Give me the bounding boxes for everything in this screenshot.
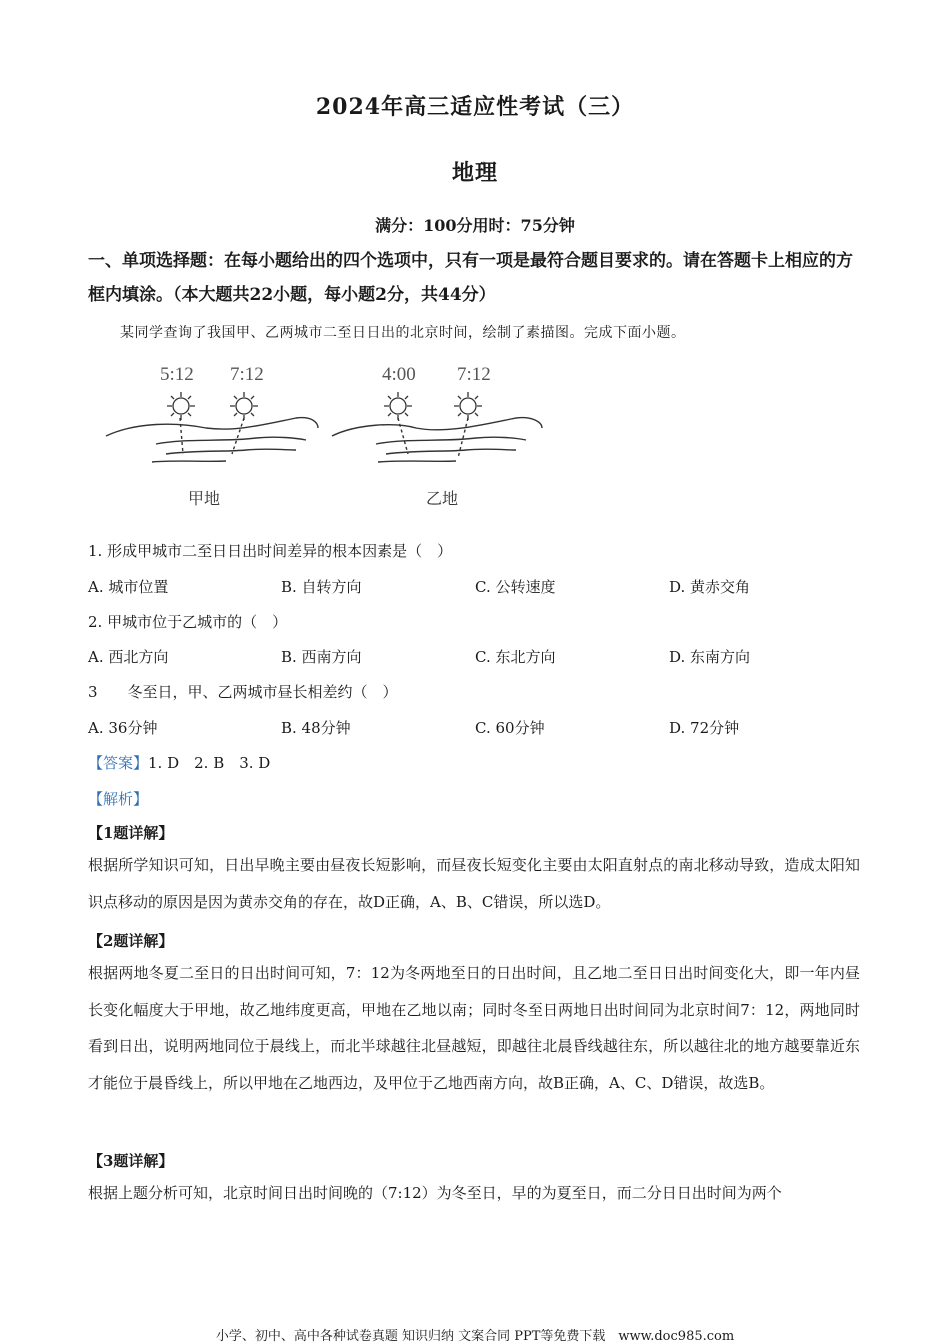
- answer-line: [88, 752, 270, 773]
- detail-2-text: 根据两地冬夏二至日的日出时间可知，7：12为冬两地至日的日出时间，且乙地二至日日出时间变化大，即一年内昼长变化幅度大于甲地，故乙地纬度更高，甲地在乙地以南；同时冬至日两地日出时间同为北京时间7：12，两地同时看到日出，说明两地同位于晨线上，而北半球越往北昼越短，即越往北晨昏线越往东，所以越往北的地方越要靠近东才能位于晨昏线上，所以甲地在乙地西边，及甲位于乙地西南方向，故B正确，A、C、D错误，故选B。: [88, 964, 860, 1092]
- section-heading: 一、单项选择题：在每小题给出的四个选项中，只有一项是最符合题目要求的。请在答题卡上相应的方框内填涂。（本大题共22小题，每小题2分，共44分）: [88, 251, 853, 305]
- q3-option-b: B. 48分钟: [281, 719, 351, 737]
- question-2-stem: 2. 甲城市位于乙城市的（ ）: [88, 613, 288, 631]
- q1-option-d: D. 黄赤交角: [669, 578, 751, 596]
- q2-option-c: C. 东北方向: [475, 648, 556, 666]
- question-intro: 某同学查询了我国甲、乙两城市二至日日出的北京时间，绘制了素描图。完成下面小题。: [120, 325, 686, 341]
- analysis-label: 【解析】: [88, 790, 149, 808]
- left-time-1: 5:12: [160, 364, 194, 385]
- q2-option-a: A. 西北方向: [88, 648, 169, 666]
- q3-option-a: A. 36分钟: [88, 719, 158, 737]
- sun-icon: [167, 392, 195, 420]
- left-label: 甲地: [188, 489, 221, 508]
- footer-ad: 小学、初中、高中各种试卷真题 知识归纳 文案合同 PPT等免费下载 www.doc985.com: [215, 1329, 735, 1344]
- sunrise-sketch-figure: [96, 358, 556, 518]
- answer-label: 【答案】: [88, 754, 149, 772]
- right-time-2: 7:12: [457, 364, 491, 385]
- sun-icon: [230, 392, 258, 420]
- q1-option-b: B. 自转方向: [281, 578, 362, 596]
- left-time-2: 7:12: [230, 364, 264, 385]
- sun-icon: [454, 392, 482, 420]
- question-1-stem: 1. 形成甲城市二至日日出时间差异的根本因素是（ ）: [88, 542, 453, 560]
- q1-option-c: C. 公转速度: [475, 578, 556, 596]
- detail-2-heading: 【2题详解】: [88, 932, 174, 950]
- right-label: 乙地: [426, 489, 459, 508]
- detail-3-text: 根据上题分析可知，北京时间日出时间晚的（7:12）为冬至日，早的为夏至日，而二分日日出时间为两个: [88, 1184, 782, 1202]
- question-3-stem: 3 冬至日，甲、乙两城市昼长相差约（ ）: [88, 683, 398, 701]
- answer-text: 1. D 2. B 3. D: [148, 754, 271, 772]
- right-time-1: 4:00: [382, 364, 416, 385]
- subject-title: 地理: [451, 160, 498, 186]
- q3-option-d: D. 72分钟: [669, 719, 740, 737]
- detail-3-heading: 【3题详解】: [88, 1152, 174, 1170]
- sun-icon: [384, 392, 412, 420]
- left-landscape: [106, 418, 318, 462]
- detail-1-heading: 【1题详解】: [88, 824, 174, 842]
- q2-option-b: B. 西南方向: [281, 648, 362, 666]
- q2-option-d: D. 东南方向: [669, 648, 751, 666]
- detail-1-text: 根据所学知识可知，日出早晚主要由昼夜长短影响，而昼夜长短变化主要由太阳直射点的南北移动导致，造成太阳知识点移动的原因是因为黄赤交角的存在，故D正确，A、B、C错误，所以选D。: [88, 856, 860, 911]
- q1-option-a: A. 城市位置: [88, 578, 169, 596]
- right-landscape: [332, 418, 542, 462]
- exam-meta: 满分：100分用时：75分钟: [375, 216, 575, 235]
- q3-option-c: C. 60分钟: [475, 719, 545, 737]
- exam-title: 2024年高三适应性考试（三）: [315, 94, 635, 120]
